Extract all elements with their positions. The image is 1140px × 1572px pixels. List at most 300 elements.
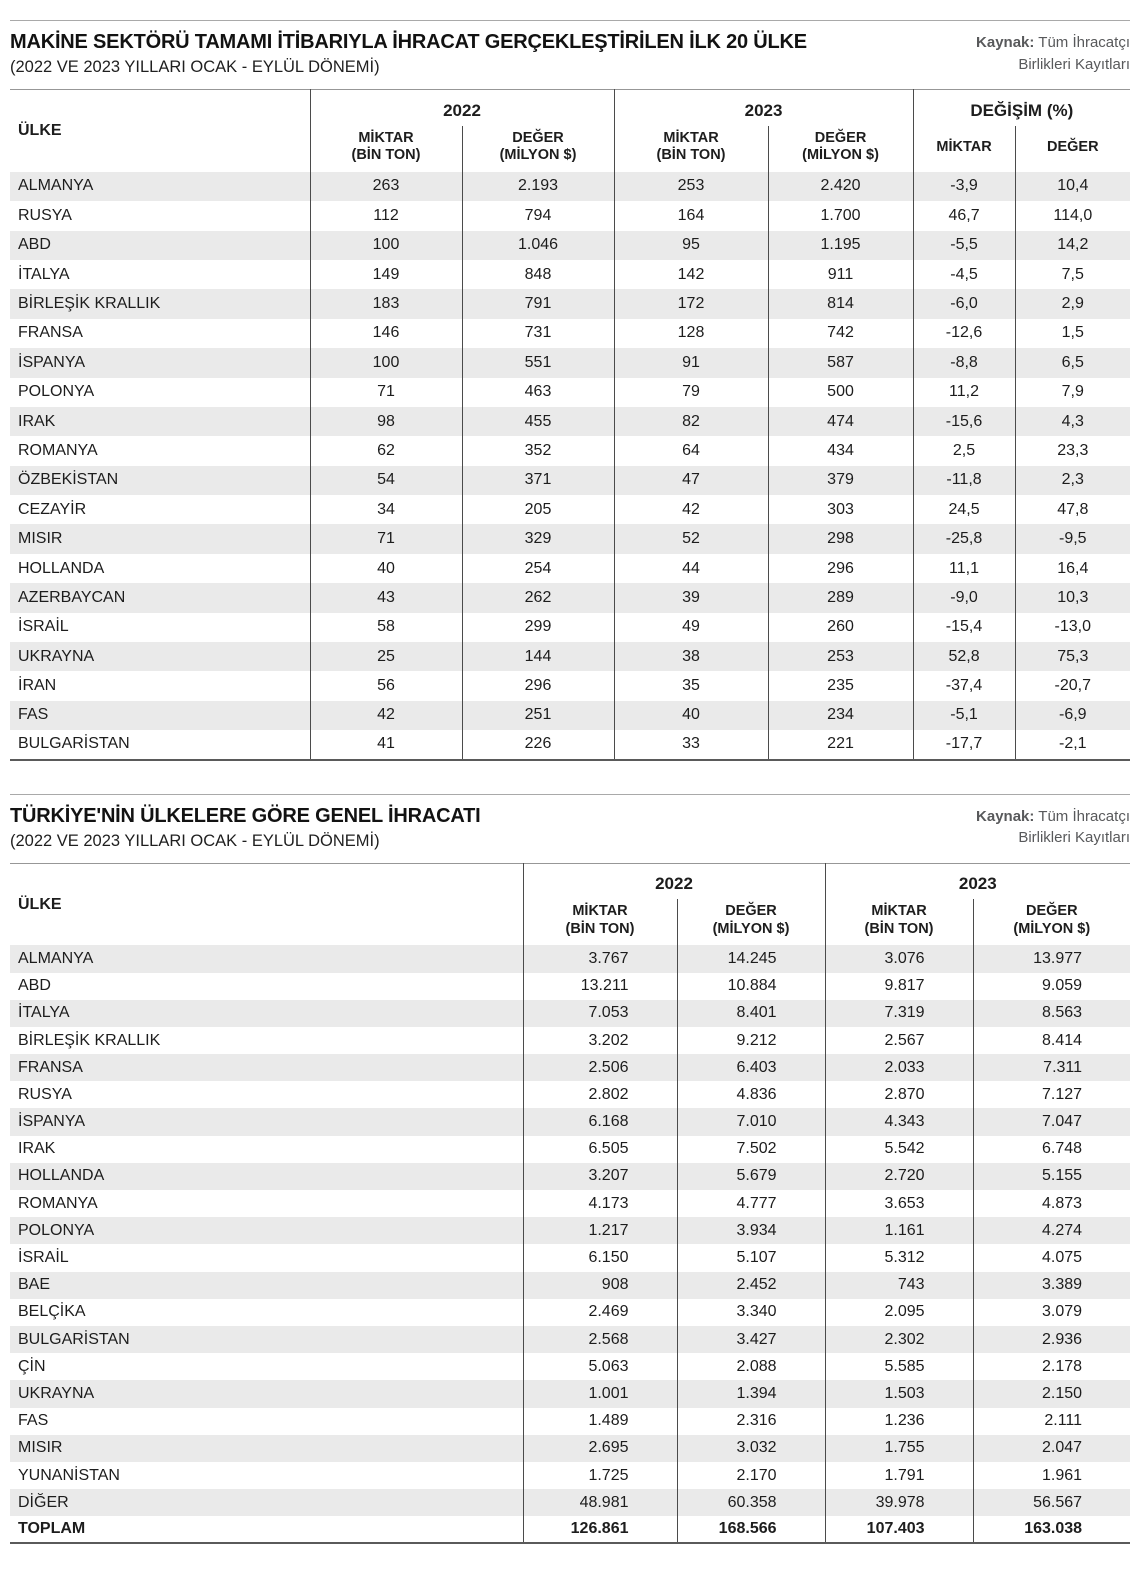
deger-2023-cell: 4.274 xyxy=(973,1217,1130,1244)
country-cell: BULGARİSTAN xyxy=(18,735,130,753)
table-row xyxy=(10,1108,1130,1135)
deger-2022-cell: 551 xyxy=(462,348,614,377)
miktar-2023-cell: 47 xyxy=(614,466,768,495)
deger-label: DEĞER xyxy=(1047,138,1099,155)
miktar-2022-cell: 3.207 xyxy=(523,1163,677,1190)
table-row xyxy=(10,231,1130,260)
source-label: Kaynak: xyxy=(976,34,1035,51)
miktar-2023-cell: 1.791 xyxy=(825,1462,973,1489)
miktar-2022-cell: 34 xyxy=(310,495,462,524)
change-deger-cell: -2,1 xyxy=(1015,730,1130,759)
miktar-2022-cell: 54 xyxy=(310,466,462,495)
change-deger-cell: 23,3 xyxy=(1015,436,1130,465)
miktar-2023-cell: 35 xyxy=(614,671,768,700)
column-header-deger-2023 xyxy=(973,899,1130,945)
miktar-2023-cell: 2.720 xyxy=(825,1163,973,1190)
table-row xyxy=(10,1489,1130,1516)
column-header-country: ÜLKE xyxy=(18,122,62,140)
country-cell: BAE xyxy=(18,1276,51,1294)
deger-2022-cell: 329 xyxy=(462,524,614,553)
deger-2022-cell: 262 xyxy=(462,583,614,612)
table-row xyxy=(10,701,1130,730)
miktar-2022-cell: 1.001 xyxy=(523,1380,677,1407)
source-line2: Birlikleri Kayıtları xyxy=(1018,55,1130,73)
deger-2022-cell: 8.401 xyxy=(677,1000,825,1027)
country-cell: RUSYA xyxy=(18,206,72,224)
deger-2023-cell: 7.311 xyxy=(973,1054,1130,1081)
deger-2022-cell: 2.316 xyxy=(677,1408,825,1435)
deger-2023-cell: 500 xyxy=(768,378,913,407)
miktar-2023-cell: 5.312 xyxy=(825,1244,973,1271)
miktar-label: MİKTAR xyxy=(572,903,628,920)
miktar-2022-cell: 2.568 xyxy=(523,1326,677,1353)
miktar-2023-cell: 79 xyxy=(614,378,768,407)
country-cell: İSRAİL xyxy=(18,618,69,636)
country-cell: FRANSA xyxy=(18,1058,83,1076)
deger-2022-cell: 3.032 xyxy=(677,1435,825,1462)
deger-2023-cell: 234 xyxy=(768,701,913,730)
change-deger-cell: 4,3 xyxy=(1015,407,1130,436)
country-cell: UKRAYNA xyxy=(18,1384,95,1402)
column-header-change-miktar xyxy=(913,126,1015,172)
change-miktar-cell: -8,8 xyxy=(913,348,1015,377)
deger-2022-cell: 791 xyxy=(462,289,614,318)
change-deger-cell: 114,0 xyxy=(1015,201,1130,230)
change-miktar-cell: 11,1 xyxy=(913,554,1015,583)
miktar-2023-cell: 2.095 xyxy=(825,1299,973,1326)
change-deger-cell: -9,5 xyxy=(1015,524,1130,553)
country-cell: İSRAİL xyxy=(18,1249,69,1266)
source-label: Kaynak: xyxy=(976,807,1035,825)
miktar-2022-cell: 2.695 xyxy=(523,1435,677,1462)
country-cell: ABD xyxy=(18,977,51,995)
miktar-2023-cell: 1.236 xyxy=(825,1408,973,1435)
deger-2023-cell: 8.563 xyxy=(973,1000,1130,1027)
change-deger-cell: 75,3 xyxy=(1015,642,1130,671)
table-row xyxy=(10,1190,1130,1217)
source-line2: Birlikleri Kayıtları xyxy=(1018,829,1130,847)
deger-2023-cell: 163.038 xyxy=(973,1516,1130,1543)
deger-unit-label: (MİLYON $) xyxy=(1013,920,1091,937)
deger-2023-cell: 303 xyxy=(768,495,913,524)
miktar-2022-cell: 25 xyxy=(310,642,462,671)
country-cell: FAS xyxy=(18,706,49,724)
miktar-2023-cell: 39 xyxy=(614,583,768,612)
miktar-2023-cell: 743 xyxy=(825,1272,973,1299)
deger-2022-cell: 7.010 xyxy=(677,1108,825,1135)
table-row xyxy=(10,466,1130,495)
change-deger-cell: 7,9 xyxy=(1015,378,1130,407)
deger-2023-cell: 474 xyxy=(768,407,913,436)
miktar-2023-cell: 1.755 xyxy=(825,1435,973,1462)
deger-2022-cell: 5.679 xyxy=(677,1163,825,1190)
deger-unit-label: (MİLYON $) xyxy=(499,147,577,164)
miktar-2023-cell: 107.403 xyxy=(825,1516,973,1543)
deger-label: DEĞER xyxy=(512,129,564,146)
deger-2022-cell: 794 xyxy=(462,201,614,230)
column-group-change: DEĞİŞİM (%) xyxy=(913,90,1130,126)
table-row xyxy=(10,1435,1130,1462)
deger-2022-cell: 14.245 xyxy=(677,945,825,972)
deger-2022-cell: 848 xyxy=(462,260,614,289)
table-row xyxy=(10,642,1130,671)
miktar-2022-cell: 6.168 xyxy=(523,1108,677,1135)
deger-2022-cell: 254 xyxy=(462,554,614,583)
miktar-2022-cell: 13.211 xyxy=(523,973,677,1000)
table-row xyxy=(10,1163,1130,1190)
deger-2022-cell: 168.566 xyxy=(677,1516,825,1543)
source-note xyxy=(976,30,1130,76)
deger-2023-cell: 13.977 xyxy=(973,945,1130,972)
table1-year-row xyxy=(10,90,1130,126)
table-row xyxy=(10,1353,1130,1380)
section1-title: MAKİNE SEKTÖRÜ TAMAMI İTİBARIYLA İHRACAT GERÇEKLEŞTİRİLEN İLK 20 ÜLKE xyxy=(10,31,807,53)
deger-2022-cell: 1.394 xyxy=(677,1380,825,1407)
miktar-2023-cell: 91 xyxy=(614,348,768,377)
deger-2023-cell: 1.195 xyxy=(768,231,913,260)
deger-2022-cell: 10.884 xyxy=(677,973,825,1000)
deger-2023-cell: 742 xyxy=(768,319,913,348)
country-cell: ROMANYA xyxy=(18,441,98,459)
change-miktar-cell: -12,6 xyxy=(913,319,1015,348)
column-header-deger-2022 xyxy=(462,126,614,172)
miktar-unit-label: (BİN TON) xyxy=(351,147,421,164)
change-deger-cell: 10,4 xyxy=(1015,172,1130,201)
table-row xyxy=(10,613,1130,642)
miktar-2022-cell: 62 xyxy=(310,436,462,465)
table-row xyxy=(10,1244,1130,1271)
deger-2022-cell: 226 xyxy=(462,730,614,759)
miktar-2023-cell: 2.567 xyxy=(825,1027,973,1054)
table-row xyxy=(10,1027,1130,1054)
miktar-2022-cell: 1.725 xyxy=(523,1462,677,1489)
source-note xyxy=(976,804,1130,850)
deger-unit-label: (MİLYON $) xyxy=(712,920,790,937)
table-row xyxy=(10,319,1130,348)
change-miktar-cell: -37,4 xyxy=(913,671,1015,700)
column-group-2023: 2023 xyxy=(825,863,1130,899)
section-general-exports xyxy=(10,794,1130,1545)
miktar-2023-cell: 2.302 xyxy=(825,1326,973,1353)
column-header-country: ÜLKE xyxy=(18,895,62,913)
country-cell: İSPANYA xyxy=(18,1113,85,1131)
miktar-2022-cell: 2.802 xyxy=(523,1081,677,1108)
table-row xyxy=(10,1136,1130,1163)
miktar-2023-cell: 172 xyxy=(614,289,768,318)
deger-2023-cell: 9.059 xyxy=(973,973,1130,1000)
change-deger-cell: -13,0 xyxy=(1015,613,1130,642)
miktar-2022-cell: 4.173 xyxy=(523,1190,677,1217)
deger-2023-cell: 289 xyxy=(768,583,913,612)
miktar-2022-cell: 908 xyxy=(523,1272,677,1299)
deger-2022-cell: 299 xyxy=(462,613,614,642)
miktar-2022-cell: 183 xyxy=(310,289,462,318)
change-miktar-cell: -3,9 xyxy=(913,172,1015,201)
deger-2022-cell: 4.777 xyxy=(677,1190,825,1217)
country-cell: DİĞER xyxy=(18,1493,69,1511)
miktar-2022-cell: 98 xyxy=(310,407,462,436)
deger-2022-cell: 2.170 xyxy=(677,1462,825,1489)
miktar-2023-cell: 44 xyxy=(614,554,768,583)
miktar-unit-label: (BİN TON) xyxy=(565,920,635,937)
table-row xyxy=(10,554,1130,583)
table-row xyxy=(10,1380,1130,1407)
table-row xyxy=(10,1217,1130,1244)
miktar-2022-cell: 1.217 xyxy=(523,1217,677,1244)
country-cell: BİRLEŞİK KRALLIK xyxy=(18,1031,161,1049)
table-row xyxy=(10,436,1130,465)
column-header-miktar-2022 xyxy=(523,899,677,945)
deger-2022-cell: 4.836 xyxy=(677,1081,825,1108)
table-row xyxy=(10,1516,1130,1543)
miktar-label: MİKTAR xyxy=(358,129,414,146)
miktar-2022-cell: 1.489 xyxy=(523,1408,677,1435)
deger-label: DEĞER xyxy=(1025,903,1078,920)
deger-2023-cell: 2.178 xyxy=(973,1353,1130,1380)
miktar-2022-cell: 2.506 xyxy=(523,1054,677,1081)
miktar-2022-cell: 48.981 xyxy=(523,1489,677,1516)
miktar-2022-cell: 3.202 xyxy=(523,1027,677,1054)
miktar-2022-cell: 100 xyxy=(310,231,462,260)
deger-unit-label: (MİLYON $) xyxy=(802,147,879,164)
country-cell: ÇİN xyxy=(18,1357,46,1375)
miktar-2023-cell: 9.817 xyxy=(825,973,973,1000)
deger-2023-cell: 7.127 xyxy=(973,1081,1130,1108)
miktar-2022-cell: 112 xyxy=(310,201,462,230)
deger-2022-cell: 2.193 xyxy=(462,172,614,201)
change-deger-cell: 2,3 xyxy=(1015,466,1130,495)
change-deger-cell: -6,9 xyxy=(1015,701,1130,730)
deger-2022-cell: 3.340 xyxy=(677,1299,825,1326)
change-miktar-cell: -9,0 xyxy=(913,583,1015,612)
country-cell: BİRLEŞİK KRALLIK xyxy=(18,295,161,313)
change-deger-cell: -20,7 xyxy=(1015,671,1130,700)
section2-subtitle: (2022 VE 2023 YILLARI OCAK - EYLÜL DÖNEMİ) xyxy=(10,831,380,850)
change-miktar-cell: -17,7 xyxy=(913,730,1015,759)
miktar-2023-cell: 40 xyxy=(614,701,768,730)
general-exports-table xyxy=(10,863,1130,1545)
miktar-2023-cell: 5.585 xyxy=(825,1353,973,1380)
deger-2022-cell: 251 xyxy=(462,701,614,730)
country-cell: IRAK xyxy=(18,412,56,430)
deger-2022-cell: 205 xyxy=(462,495,614,524)
country-cell: HOLLANDA xyxy=(18,559,105,577)
deger-2023-cell: 221 xyxy=(768,730,913,759)
table-row xyxy=(10,1081,1130,1108)
column-header-miktar-2023 xyxy=(614,126,768,172)
country-cell: ALMANYA xyxy=(18,177,94,195)
change-deger-cell: 10,3 xyxy=(1015,583,1130,612)
table2-year-row xyxy=(10,863,1130,899)
table-row xyxy=(10,201,1130,230)
country-cell: RUSYA xyxy=(18,1085,72,1103)
column-group-2023: 2023 xyxy=(614,90,913,126)
miktar-2022-cell: 126.861 xyxy=(523,1516,677,1543)
miktar-2022-cell: 58 xyxy=(310,613,462,642)
section-machinery-exports xyxy=(10,20,1130,761)
miktar-2022-cell: 40 xyxy=(310,554,462,583)
change-deger-cell: 16,4 xyxy=(1015,554,1130,583)
country-cell: FAS xyxy=(18,1412,49,1430)
country-cell: İSPANYA xyxy=(18,353,85,371)
change-deger-cell: 1,5 xyxy=(1015,319,1130,348)
miktar-2022-cell: 71 xyxy=(310,378,462,407)
table2-head xyxy=(10,863,1130,945)
deger-2023-cell: 814 xyxy=(768,289,913,318)
miktar-2023-cell: 3.653 xyxy=(825,1190,973,1217)
miktar-2023-cell: 49 xyxy=(614,613,768,642)
deger-2022-cell: 144 xyxy=(462,642,614,671)
country-cell: YUNANİSTAN xyxy=(18,1466,120,1484)
miktar-unit-label: (BİN TON) xyxy=(656,147,726,164)
deger-2023-cell: 6.748 xyxy=(973,1136,1130,1163)
deger-2022-cell: 3.934 xyxy=(677,1217,825,1244)
change-deger-cell: 47,8 xyxy=(1015,495,1130,524)
section2-title: TÜRKİYE'NİN ÜLKELERE GÖRE GENEL İHRACATI xyxy=(10,804,481,827)
country-cell: ÖZBEKİSTAN xyxy=(18,471,119,489)
deger-label: DEĞER xyxy=(725,903,777,920)
table-row xyxy=(10,973,1130,1000)
deger-2023-cell: 8.414 xyxy=(973,1027,1130,1054)
deger-2023-cell: 7.047 xyxy=(973,1108,1130,1135)
country-cell: AZERBAYCAN xyxy=(18,588,126,606)
table-row xyxy=(10,495,1130,524)
change-miktar-cell: 24,5 xyxy=(913,495,1015,524)
miktar-2023-cell: 33 xyxy=(614,730,768,759)
deger-2023-cell: 235 xyxy=(768,671,913,700)
miktar-2022-cell: 7.053 xyxy=(523,1000,677,1027)
miktar-2023-cell: 128 xyxy=(614,319,768,348)
country-cell: ROMANYA xyxy=(18,1194,98,1212)
deger-2022-cell: 455 xyxy=(462,407,614,436)
column-header-miktar-2023 xyxy=(825,899,973,945)
deger-2022-cell: 6.403 xyxy=(677,1054,825,1081)
deger-2023-cell: 2.936 xyxy=(973,1326,1130,1353)
table1-body xyxy=(10,172,1130,760)
change-miktar-cell: 52,8 xyxy=(913,642,1015,671)
infographic-page xyxy=(0,20,1140,1544)
change-miktar-cell: -4,5 xyxy=(913,260,1015,289)
miktar-2023-cell: 2.033 xyxy=(825,1054,973,1081)
deger-2023-cell: 587 xyxy=(768,348,913,377)
country-cell: İTALYA xyxy=(18,265,70,283)
deger-2023-cell: 1.700 xyxy=(768,201,913,230)
miktar-2022-cell: 149 xyxy=(310,260,462,289)
column-header-miktar-2022 xyxy=(310,126,462,172)
column-header-deger-2023 xyxy=(768,126,913,172)
change-miktar-cell: -25,8 xyxy=(913,524,1015,553)
deger-2023-cell: 4.873 xyxy=(973,1190,1130,1217)
country-cell: İRAN xyxy=(18,677,57,695)
table-row xyxy=(10,289,1130,318)
deger-2023-cell: 379 xyxy=(768,466,913,495)
deger-2022-cell: 60.358 xyxy=(677,1489,825,1516)
country-cell: IRAK xyxy=(18,1140,56,1158)
change-deger-cell: 7,5 xyxy=(1015,260,1130,289)
miktar-2023-cell: 4.343 xyxy=(825,1108,973,1135)
deger-label: DEĞER xyxy=(814,129,867,146)
change-miktar-cell: 11,2 xyxy=(913,378,1015,407)
miktar-2022-cell: 3.767 xyxy=(523,945,677,972)
source-line1: Tüm İhracatçı xyxy=(1038,34,1130,51)
deger-2023-cell: 2.111 xyxy=(973,1408,1130,1435)
deger-2022-cell: 2.452 xyxy=(677,1272,825,1299)
machinery-exports-table xyxy=(10,89,1130,760)
table-row xyxy=(10,1408,1130,1435)
miktar-2022-cell: 2.469 xyxy=(523,1299,677,1326)
column-group-2022: 2022 xyxy=(310,90,614,126)
miktar-2023-cell: 82 xyxy=(614,407,768,436)
country-cell: TOPLAM xyxy=(18,1520,86,1538)
deger-2023-cell: 298 xyxy=(768,524,913,553)
change-miktar-cell: -5,1 xyxy=(913,701,1015,730)
miktar-2022-cell: 42 xyxy=(310,701,462,730)
miktar-2023-cell: 1.503 xyxy=(825,1380,973,1407)
miktar-2022-cell: 41 xyxy=(310,730,462,759)
country-cell: UKRAYNA xyxy=(18,647,95,665)
section2-header xyxy=(10,795,1130,863)
deger-2023-cell: 2.047 xyxy=(973,1435,1130,1462)
miktar-unit-label: (BİN TON) xyxy=(864,920,934,937)
miktar-2023-cell: 7.319 xyxy=(825,1000,973,1027)
section1-titles xyxy=(10,30,807,78)
column-header-change-deger xyxy=(1015,126,1130,172)
table-row xyxy=(10,945,1130,972)
deger-2022-cell: 7.502 xyxy=(677,1136,825,1163)
column-group-2022: 2022 xyxy=(523,863,825,899)
table-row xyxy=(10,1272,1130,1299)
table-row xyxy=(10,260,1130,289)
deger-2023-cell: 911 xyxy=(768,260,913,289)
miktar-2022-cell: 71 xyxy=(310,524,462,553)
deger-2023-cell: 56.567 xyxy=(973,1489,1130,1516)
miktar-2023-cell: 42 xyxy=(614,495,768,524)
deger-2023-cell: 1.961 xyxy=(973,1462,1130,1489)
country-cell: ABD xyxy=(18,236,51,254)
miktar-2022-cell: 6.150 xyxy=(523,1244,677,1271)
deger-2022-cell: 3.427 xyxy=(677,1326,825,1353)
section1-subtitle: (2022 VE 2023 YILLARI OCAK - EYLÜL DÖNEMİ) xyxy=(10,58,380,76)
miktar-2022-cell: 6.505 xyxy=(523,1136,677,1163)
table-row xyxy=(10,378,1130,407)
deger-2022-cell: 731 xyxy=(462,319,614,348)
table-row xyxy=(10,1299,1130,1326)
change-miktar-cell: -15,4 xyxy=(913,613,1015,642)
table-row xyxy=(10,407,1130,436)
miktar-label: MİKTAR xyxy=(936,138,992,155)
miktar-2023-cell: 5.542 xyxy=(825,1136,973,1163)
deger-2022-cell: 9.212 xyxy=(677,1027,825,1054)
change-miktar-cell: -15,6 xyxy=(913,407,1015,436)
deger-2023-cell: 253 xyxy=(768,642,913,671)
table-row xyxy=(10,1000,1130,1027)
table-row xyxy=(10,730,1130,759)
country-cell: MISIR xyxy=(18,1439,63,1457)
country-cell: MISIR xyxy=(18,530,63,548)
source-line1: Tüm İhracatçı xyxy=(1038,807,1130,825)
deger-2023-cell: 434 xyxy=(768,436,913,465)
deger-2023-cell: 2.420 xyxy=(768,172,913,201)
miktar-2023-cell: 39.978 xyxy=(825,1489,973,1516)
deger-2022-cell: 1.046 xyxy=(462,231,614,260)
country-cell: BELÇİKA xyxy=(18,1303,86,1321)
section1-header xyxy=(10,21,1130,89)
deger-2023-cell: 3.389 xyxy=(973,1272,1130,1299)
miktar-2022-cell: 100 xyxy=(310,348,462,377)
deger-2022-cell: 296 xyxy=(462,671,614,700)
country-cell: HOLLANDA xyxy=(18,1167,105,1185)
table1-head xyxy=(10,90,1130,172)
